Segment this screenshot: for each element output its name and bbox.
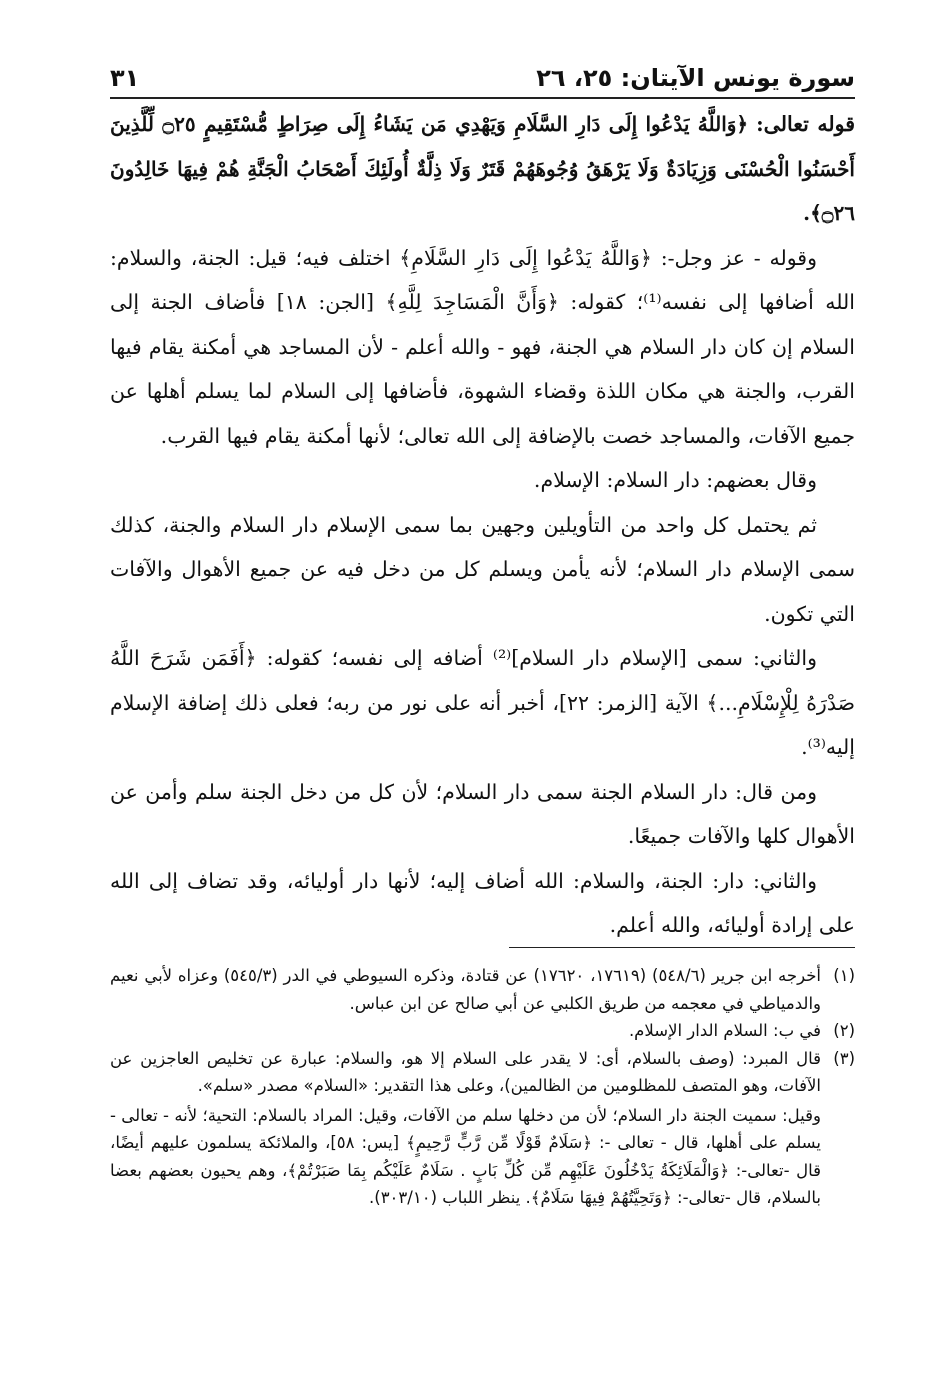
paragraph: ومن قال: دار السلام الجنة سمى دار السلام؛ لأن كل من دخل الجنة سلم وأمن عن الأهوال كلها والآفات جميعًا.: [110, 779, 855, 848]
quran-verse: ﴿وَاللَّهُ يَدْعُوا إِلَى دَارِ السَّلَامِ وَيَهْدِي مَن يَشَاءُ إِلَى صِرَاطٍ مُّسْتَقِيمٍ ۝٢٥ لِّلَّذِينَ أَحْسَنُوا الْحُسْنَى وَزِيَادَةٌ وَلَا يَرْهَقُ وُجُوهَهُمْ قَتَرٌ وَلَا ذِلَّةٌ أُولَئِكَ أَصْحَابُ الْجَنَّةِ هُمْ فِيهَا خَالِدُونَ ۝٢٦﴾.: [110, 112, 855, 225]
running-title: سورة يونس الآيتان: ٢٥، ٢٦: [536, 64, 855, 92]
footnote-text: أخرجه ابن جرير (٥٤٨/٦) (١٧٦١٩، ١٧٦٢٠) عن قتادة، وذكره السيوطي في الدر (٥٤٥/٣) وعزاه لأبي نعيم والدمياطي في معجمه من طريق الكلبي عن أبي صالح عن ابن عباس.: [110, 966, 821, 1013]
footnote: [110, 1045, 855, 1100]
paragraph: والثاني: دار: الجنة، والسلام: الله أضاف إليه؛ لأنها دار أوليائه، وقد تضاف إلى الله على إرادة أوليائه، والله أعلم.: [110, 868, 855, 937]
page-number: ٣١: [110, 64, 140, 92]
footnotes: [110, 962, 855, 1212]
paragraph: وقوله - عز وجل-: ﴿وَاللَّهُ يَدْعُوا إِلَى دَارِ السَّلَامِ﴾ اختلف فيه؛ قيل: الجنة، والسلام: الله أضافها إلى نفسه⁽¹⁾؛ كقوله: ﴿وَأَنَّ الْمَسَاجِدَ لِلَّهِ﴾ [الجن: ١٨] فأضاف الجنة إلى السلام إن كان دار السلام هي الجنة، فهو - والله أعلم - لأن المساجد هي أمكنة يقام فيها القرب، والجنة هي مكان اللذة وقضاء الشهوة، فأضافها إلى السلام لما يسلم أهلها عن جميع الآفات، والمساجد خصت بالإضافة إلى الله تعالى؛ لأنها أمكنة يقام فيها القرب.: [110, 245, 855, 448]
footnote-number: (١): [833, 966, 855, 985]
footnote-number: (٢): [833, 1021, 855, 1040]
header-rule: [110, 97, 855, 99]
verse-label: قوله تعالى:: [756, 112, 855, 136]
footnote-text: في ب: السلام الدار الإسلام.: [628, 1021, 821, 1040]
paragraph: والثاني: سمى [الإسلام دار السلام]⁽²⁾ أضافه إلى نفسه؛ كقوله: ﴿أَفَمَن شَرَحَ اللَّهُ صَدْرَهُ لِلْإِسْلَامِ...﴾ الآية [الزمر: ٢٢]، أخبر أنه على نور من ربه؛ فعلى ذلك إضافة الإسلام إليه⁽³⁾.: [110, 646, 856, 759]
footnote: [110, 1017, 855, 1045]
paragraph: وقال بعضهم: دار السلام: الإسلام.: [533, 468, 817, 492]
footnote-continuation: وقيل: سميت الجنة دار السلام؛ لأن من دخلها سلم من الآفات، وقيل: المراد بالسلام: التحية؛ لأنه - تعالى - يسلم على أهلها، قال - تعالى -: ﴿سَلَامٌ قَوْلًا مِّن رَّبٍّ رَّحِيمٍ﴾ [يس: ٥٨]، والملائكة يسلمون عليهم أيضًا، قال -تعالى-: ﴿وَالْمَلَائِكَةُ يَدْخُلُونَ عَلَيْهِم مِّن كُلِّ بَابٍ . سَلَامٌ عَلَيْكُم بِمَا صَبَرْتُمْ﴾، وهم يحيون بعضهم بعضا بالسلام، قال -تعالى-: ﴿وَتَحِيَّتُهُمْ فِيهَا سَلَامٌ﴾. ينظر اللباب (٣٠٣/١٠).: [110, 1105, 821, 1207]
footnote-rule: [509, 947, 855, 948]
footnote-text: قال المبرد: (وصف بالسلام، أى: لا يقدر على السلام إلا هو، والسلام: عبارة عن تخليص العاجزين عن الآفات، وهو المتصف للمظلومين من الظالمين)، وعلى هذا التقدير: «السلام» مصدر «سلم».: [110, 1048, 821, 1095]
paragraph: ثم يحتمل كل واحد من التأويلين وجهين بما سمى الإسلام دار السلام والجنة، كذلك سمى الإسلام دار السلام؛ لأنه يأمن ويسلم كل من دخل فيه عن جميع الأهوال والآفات التي تكون.: [110, 512, 855, 626]
page-header: [110, 52, 855, 92]
footnote-number: (٣): [833, 1048, 855, 1068]
main-text: [110, 102, 855, 948]
verse-block: [110, 102, 855, 236]
footnote: [110, 962, 855, 1017]
